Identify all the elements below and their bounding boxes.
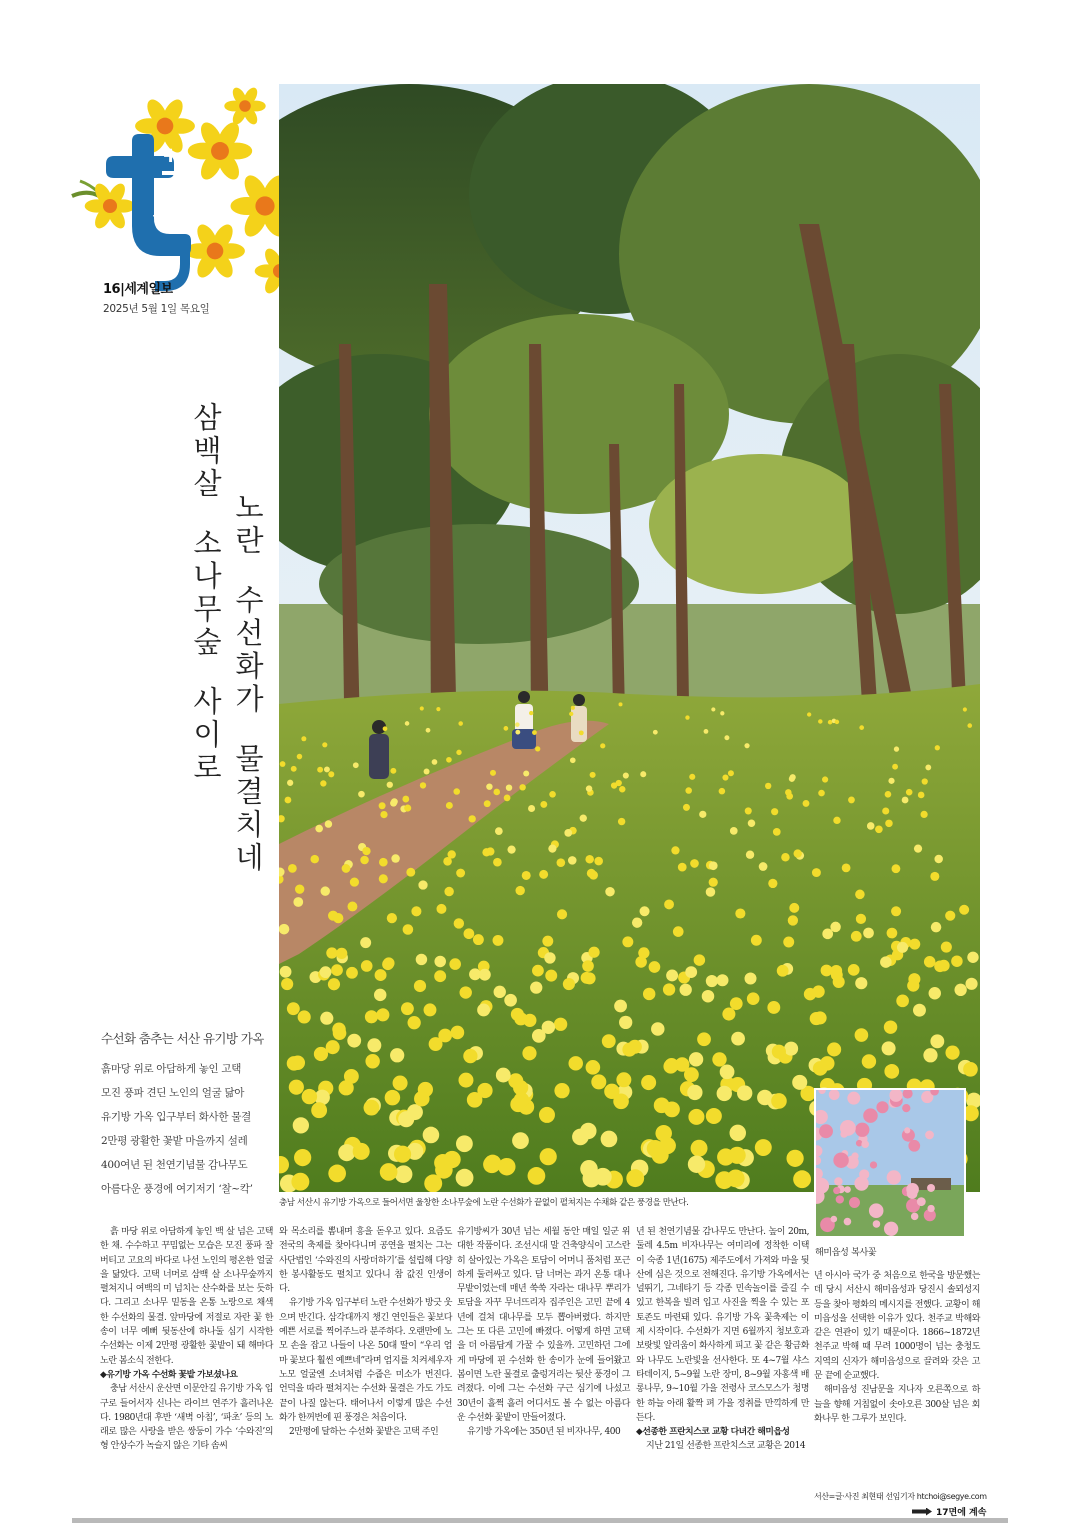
article-paragraph: 유기방씨가 30년 넘는 세월 동안 매일 일군 위대한 작품이다. 조선시대 말 건축양식이 고스란히 살아있는 가옥은 토담이 어머니 품처럼 포근하게 둘러싸고 있다. 담 너머는 과거 온통 대나무밭이었는데 매년 쑥쑥 자라는 대나무 뿌리가 토담을 자꾸 무너뜨리자 집주인은 고민 끝에 4년에 걸쳐 대나무를 모두 뽑아버렸다. 하지만 그는 또 다른 고민에 빠졌다. 어떻게 하면 고택을 더 아름답게 가꿀 수 있을까. 고민하던 그에게 마당에 핀 수선화 한 송이가 눈에 들어왔고 봄이면 노란 물결로 출렁거리는 뒷산 풍경이 그려졌다. 이에 그는 수선화 구근 심기에 나섰고 30년이 흘쩍 흘러 어디서도 볼 수 없는 아름다운 수선화 꽃밭이 만들어졌다. [457,1227,630,1423]
article-column-1 [100,1225,273,1454]
logo-plus: + [163,140,179,170]
continued-link[interactable] [912,1505,986,1518]
summary-line: 아름다운 풍경에 여기저기 ‘찰~칵’ [101,1183,253,1195]
page-date: 2025년 5월 1일 목요일 [103,303,210,315]
article-column-2 [279,1225,452,1439]
byline: 서산=글·사진 최현태 선임기자 htchoi@segye.com [814,1492,987,1501]
summary-box [101,1029,273,1201]
summary-title: 수선화 춤추는 서산 유기방 가옥 [101,1031,264,1046]
article-paragraph: 흙 마당 위로 아담하게 놓인 백 살 넘은 고택 한 채. 수수하고 꾸밈없는 모습은 모진 풍파 잘 버티고 고요의 바다로 나선 노인의 평온한 얼굴을 닮았다. 고택 너머로 삼백 살 소나무숲까지 펼쳐지니 여백의 미 넘치는 산수화를 보는 듯하다. 그리고 소나무 밑동을 온통 노랑으로 채색한 수선화의 물결. 앞마당에 저절로 자란 꽃 한 송이 너무 예뻐 뒷동산에 하나둘 심기 시작한 수선화는 이제 2만평 광활한 꽃밭이 돼 해마다 노란 봄소식 전한다. [100,1227,273,1366]
article-column-3 [457,1225,630,1439]
article-paragraph: 유기방 가옥에는 350년 된 비자나무, 400 [467,1427,621,1438]
bottom-rule [72,1518,1008,1523]
article-paragraph: 지난 21일 선종한 프란치스코 교황은 2014 [646,1441,806,1452]
summary-line: 2만평 광활한 꽃밭 마을까지 설레 [101,1135,248,1147]
arrow-right-icon [912,1508,932,1516]
logo-text: travel [153,209,199,228]
article-paragraph: 년 된 천연기념물 감나무도 만난다. 높이 20m, 둘레 4.5m 비자나무는 여미리에 정착한 이택이 숙종 1년(1675) 제주도에서 가져와 마을 뒷산에 심은 것으로 전해진다. 유기방 가옥에서는 널뛰기, 그네타기 등 각종 민속놀이를 즐길 수 있고 한복을 빌려 입고 사진을 찍을 수 있는 포토존도 마련돼 있다. 유기방 가옥 꽃축제는 이제 시작이다. 수선화가 지면 6월까지 청보호과 보랏빛 알리움이 화사하게 피고 꽃 같은 황금화와 나무도 노란빛을 선사한다. 또 4~7월 샤스타데이지, 5~9월 노란 장미, 8~9월 자홍색 배롱나무, 9~10월 가을 전령사 코스모스가 청명한 하늘 아래 활짝 펴 가을 정취를 만끽하게 만든다. [636,1227,809,1423]
headline-line-1: 삼백살 소나무숲 사이로 [189,402,223,785]
summary-line: 400여년 된 천연기념물 감나무도 [101,1159,248,1171]
article-paragraph: 유기방 가옥 입구부터 노란 수선화가 방긋 웃으며 반긴다. 삼각대까지 챙긴 연인들은 꽃보다 예쁜 서로를 찍어주느라 분주하다. 오랜만에 노모 손을 잡고 나들이 나온 50대 딸이 “우리 엄마 꽃보다 훨씬 예쁘네”라며 엄지를 치켜세우자 노모 얼굴엔 소녀처럼 수줍은 미소가 번진다. 언덕을 따라 펼쳐지는 수선화 물결은 가도 가도 끝이 나질 않는다. 태어나서 이렇게 많은 수선화가 한꺼번에 핀 풍경은 처음이다. [279,1298,452,1423]
summary-lines [101,1057,273,1201]
inset-photo-peach-blossom [814,1088,966,1238]
article-column-4 [636,1225,809,1454]
article-paragraph: 년 아시아 국가 중 처음으로 한국을 방문했는데 당시 서산시 해미읍성과 당진시 솔뫼성지 등을 찾아 평화의 메시지를 전했다. 교황이 해미읍성을 선택한 이유가 있다. 천주교 박해와 같은 연관이 있기 때문이다. 1866~1872년 천주교 박해 때 무려 1000명이 넘는 충청도 지역의 신자가 해미읍성으로 끌려와 갖은 고문 끝에 순교했다. [814,1271,980,1382]
article-paragraph: 충남 서산시 운산면 이문안길 유기방 가옥 입구로 들어서자 신나는 라이브 연주가 흘러나온다. 1980년대 후반 ‘새벽 아침’, ‘파초’ 등의 노래로 많은 사랑을 받은 쌍둥이 가수 ‘수와진’의 형 안상수가 녹슬지 않은 기타 솜씨 [100,1384,273,1452]
article-paragraph: 2만평에 달하는 수선화 꽃밭은 고택 주인 [289,1427,439,1438]
summary-line: 흙마당 위로 아담하게 놓인 고택 [101,1063,242,1075]
page-number: 16|세계일보 [103,282,173,297]
article-column-5 [814,1269,980,1426]
inset-caption: 해미읍성 복사꽃 [815,1248,877,1258]
article-paragraph: 해미읍성 진남문을 지나자 오른쪽으로 하늘을 향해 거침없이 솟아오른 300살 넘은 회화나무 한 그루가 보인다. [814,1385,980,1424]
continued-label: 17면에 계속 [936,1508,987,1518]
article-subheading: ◆선종한 프란치스코 교황 다녀간 해미읍성 [636,1427,790,1438]
page-info [103,278,209,316]
summary-line: 모진 풍파 견딘 노인의 얼굴 닮아 [101,1087,245,1099]
main-photo-daffodil-pine-forest [279,84,980,1192]
photo-caption: 충남 서산시 유기방 가옥으로 들어서면 울창한 소나무숲에 노란 수선화가 끝없이 펼쳐지는 수채화 같은 풍경을 만난다. [279,1198,689,1208]
summary-line: 유기방 가옥 입구부터 화사한 물결 [101,1111,251,1123]
headline-line-2: 노란 수선화가 물결치네 [231,492,265,875]
article-subheading: ◆유기방 가옥 수선화 꽃밭 가보셨나요 [100,1369,238,1380]
article-paragraph: 와 목소리를 뽐내며 흥을 돋우고 있다. 요즘도 전국의 축제를 찾아다니며 공연을 펼치는 그는 사단법인 ‘수와진의 사랑더하기’를 설립해 다양한 봉사활동도 펼치고 있다니 참 값진 인생이다. [279,1227,452,1295]
